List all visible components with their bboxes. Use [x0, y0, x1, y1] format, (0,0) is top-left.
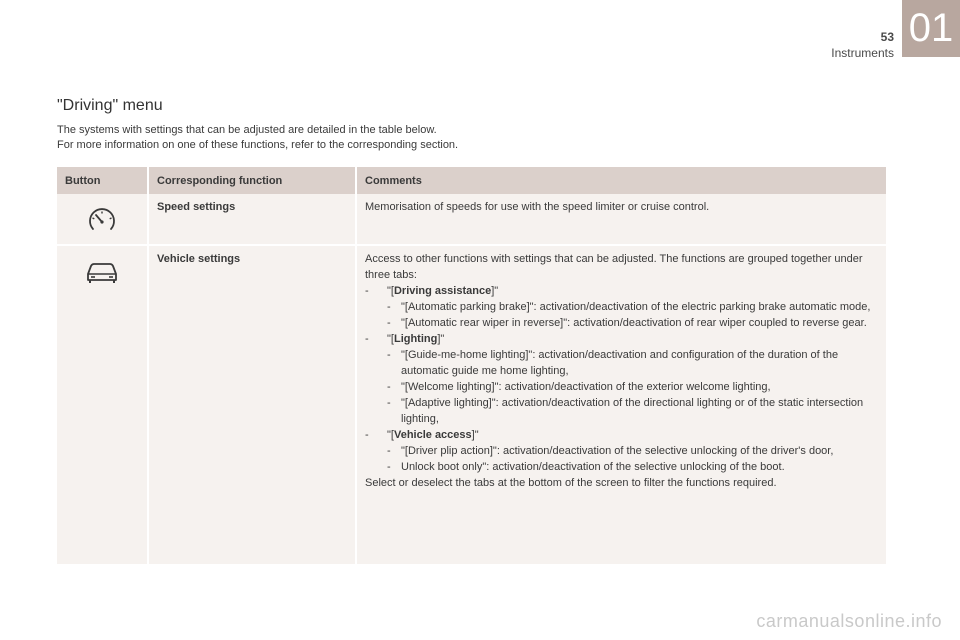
list-item: - Unlock boot only": activation/deactivation of the selective unlocking of the boot. — [387, 461, 785, 473]
intro-line: The systems with settings that can be adjusted are detailed in the table below. — [57, 124, 437, 136]
comment-intro: Access to other functions with settings that can be adjusted. The functions are grouped together under three tabs: — [365, 253, 863, 281]
section-title: "Driving" menu — [57, 97, 163, 114]
function-name: Vehicle settings — [157, 253, 241, 265]
tab-entry: - "[Driving assistance]" — [365, 285, 499, 297]
list-item: - "[Driver plip action]": activation/deactivation of the selective unlocking of the driver's door, — [387, 445, 834, 457]
table-row — [57, 244, 886, 564]
tab-name: Lighting — [393, 333, 438, 345]
list-item: - "[Welcome lighting]": activation/deactivation of the exterior welcome lighting, — [387, 381, 771, 393]
button-cell — [57, 244, 147, 564]
driving-menu-table — [57, 167, 886, 564]
page-number: 53 — [880, 30, 894, 44]
header-comments: Comments — [355, 167, 886, 194]
comment-cell — [355, 194, 886, 244]
tab-entry: - "[Lighting]" — [365, 333, 445, 345]
speedometer-icon — [85, 205, 119, 235]
chapter-title: Instruments — [831, 46, 894, 60]
header-button: Button — [57, 167, 147, 194]
watermark: carmanualsonline.info — [756, 611, 942, 631]
function-name: Speed settings — [157, 201, 236, 213]
table-row — [57, 194, 886, 244]
tab-entry: - "[Vehicle access]" — [365, 429, 479, 441]
chapter-number-tab: 01 — [902, 0, 960, 57]
comment-outro: Select or deselect the tabs at the bottom of the screen to filter the functions required. — [365, 477, 777, 489]
comment-text: Memorisation of speeds for use with the speed limiter or cruise control. — [365, 201, 710, 213]
comment-cell — [355, 244, 886, 564]
list-item: - "[Adaptive lighting]": activation/deactivation of the directional lighting or of the static intersection lighting, — [387, 397, 864, 425]
function-cell — [147, 244, 355, 564]
table-header-row — [57, 167, 886, 194]
intro-line: For more information on one of these functions, refer to the corresponding section. — [57, 139, 459, 151]
list-item: - "[Guide-me-home lighting]": activation/deactivation and configuration of the duration of the automatic guide me home lighting, — [387, 349, 839, 377]
tab-name: Vehicle access — [393, 429, 472, 441]
header-function: Corresponding function — [147, 167, 355, 194]
list-item: - "[Automatic parking brake]": activation/deactivation of the electric parking brake automatic mode, — [387, 301, 871, 313]
car-icon — [84, 257, 120, 285]
function-cell — [147, 194, 355, 244]
button-cell — [57, 194, 147, 244]
list-item: - "[Automatic rear wiper in reverse]": activation/deactivation of rear wiper coupled to reverse gear. — [387, 317, 867, 329]
intro-text — [57, 123, 458, 153]
tab-name: Driving assistance — [393, 285, 492, 297]
